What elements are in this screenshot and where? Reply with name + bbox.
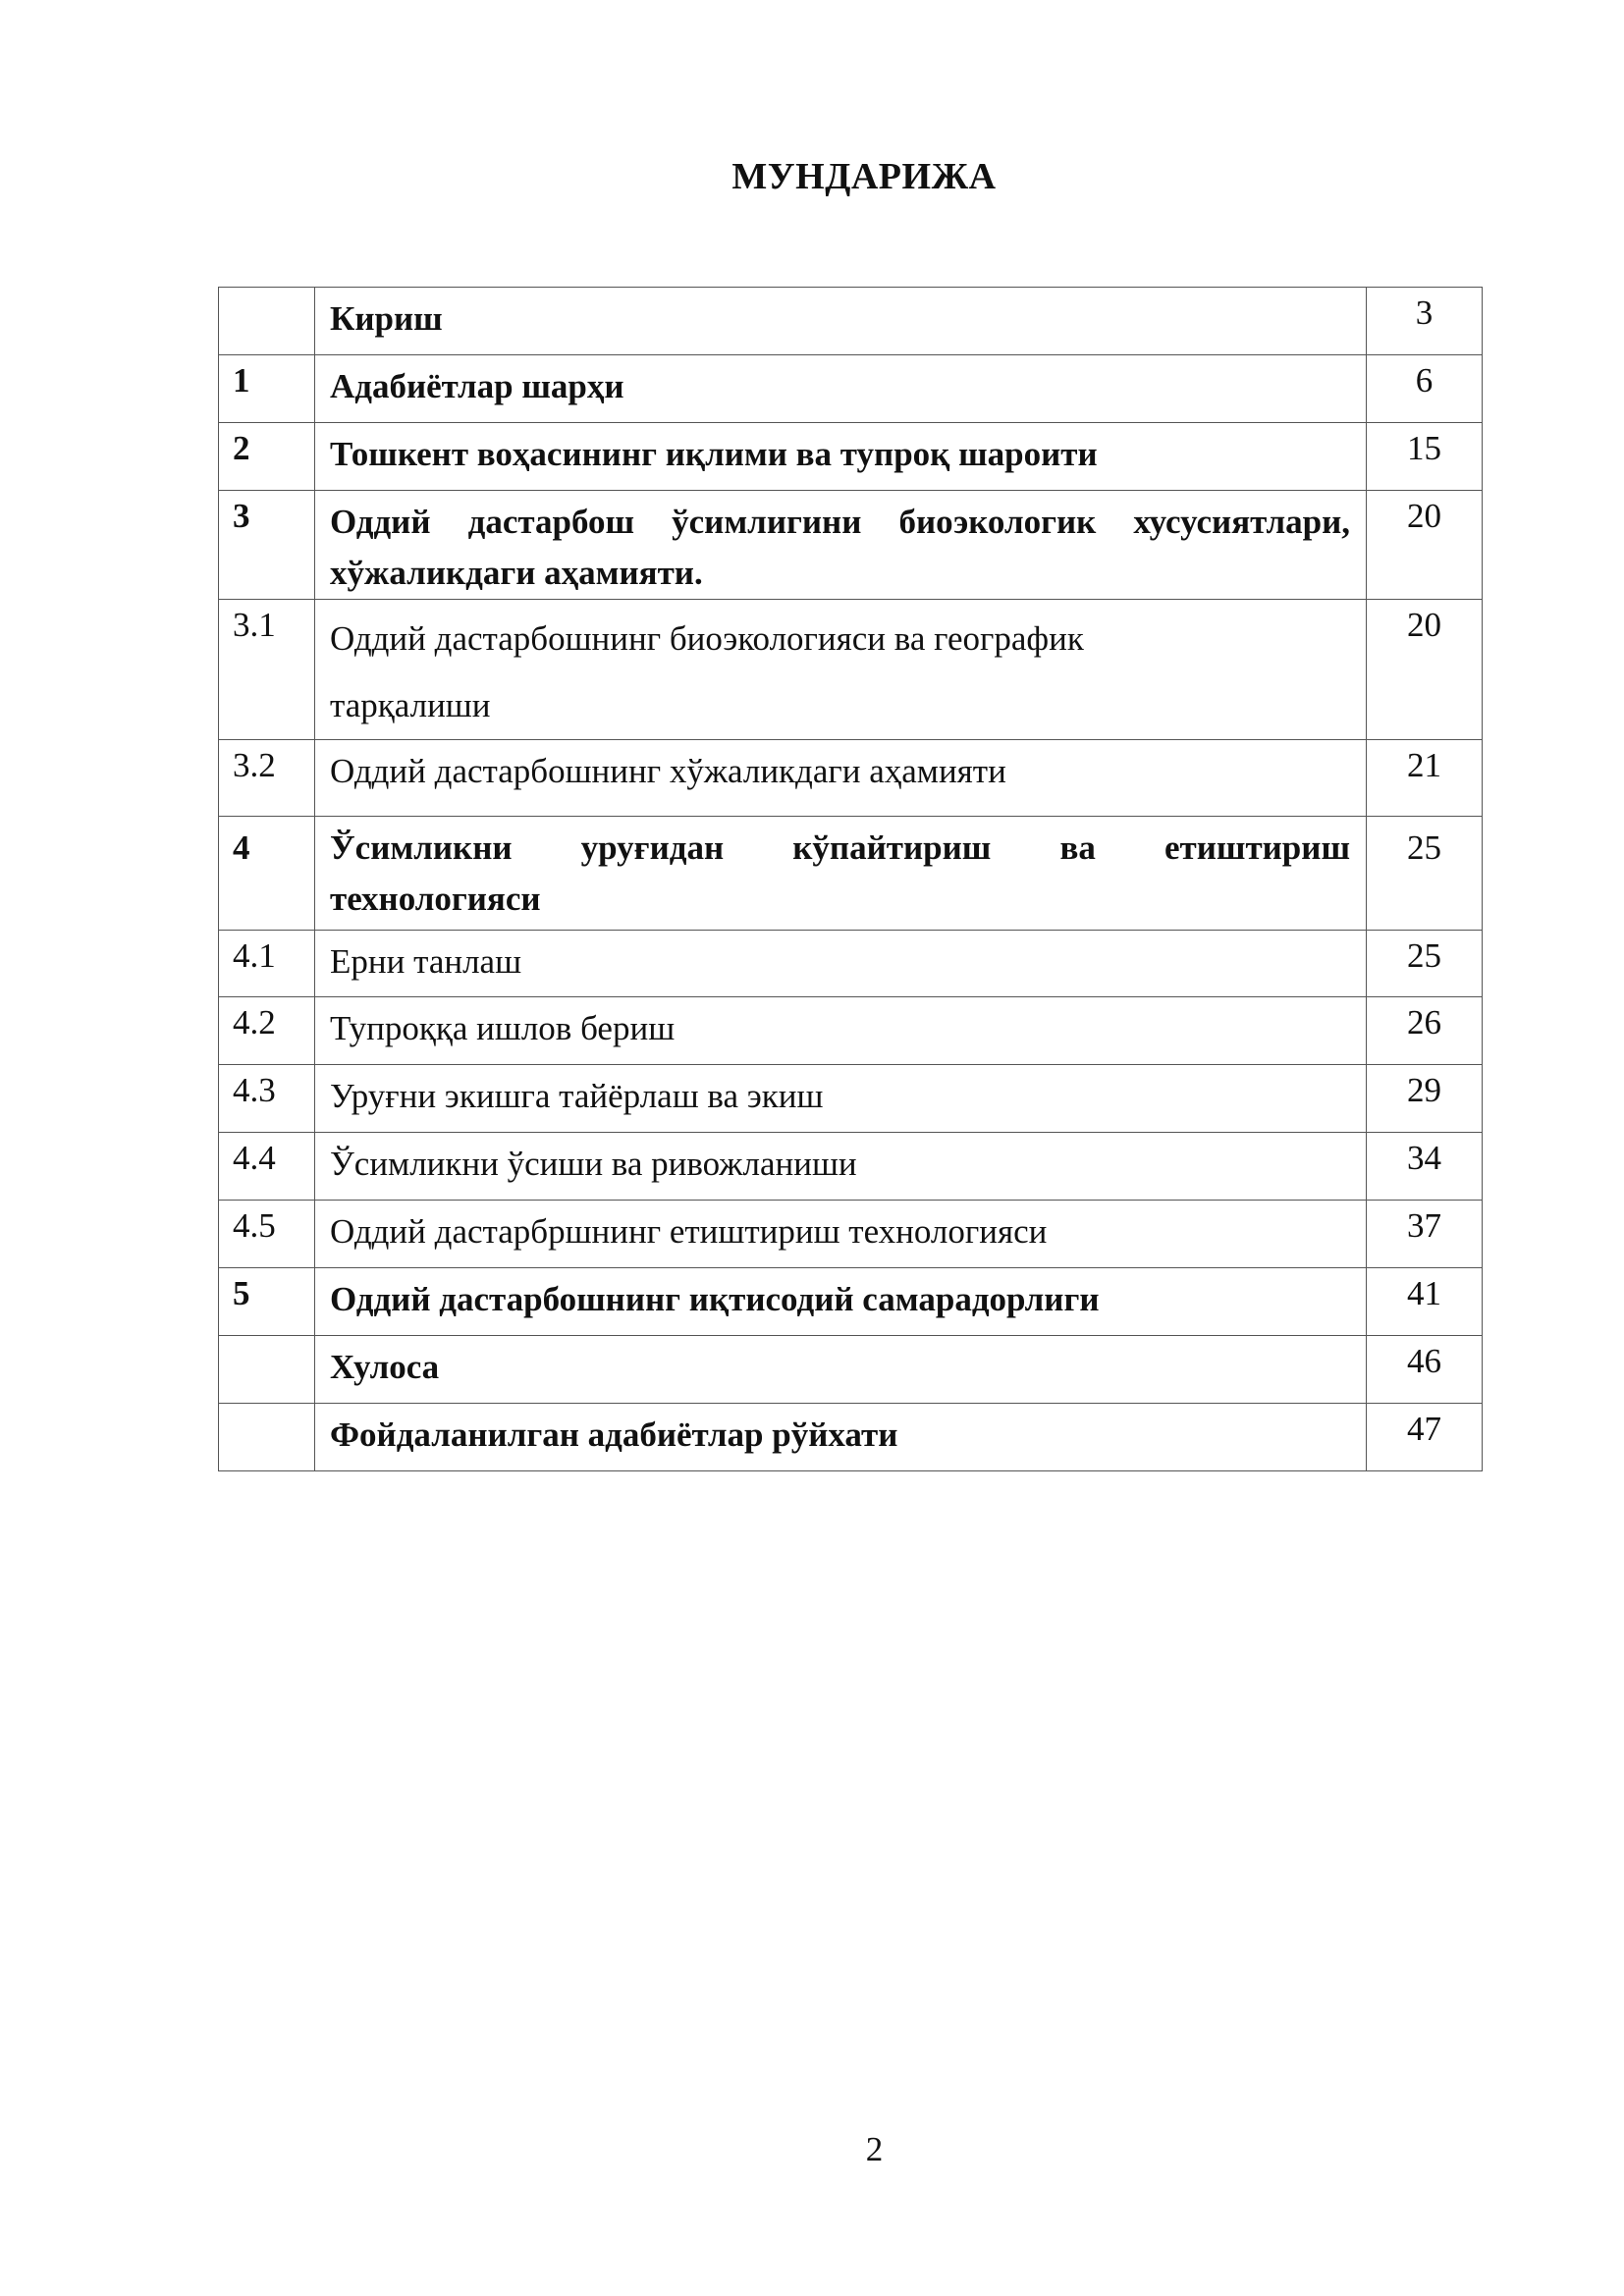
- toc-entry-title-line: Оддий дастарбош ўсимлигини биоэкологик хусусиятлари,: [330, 503, 1350, 541]
- table-row: [219, 423, 1483, 491]
- toc-entry-title-line: хўжаликдаги аҳамияти.: [330, 554, 703, 592]
- toc-entry-number: 3: [219, 491, 315, 600]
- page-title: МУНДАРИЖА: [731, 156, 997, 197]
- table-row: [219, 817, 1483, 931]
- toc-entry-page: 29: [1367, 1065, 1483, 1133]
- toc-entry-title-line: технологияси: [330, 880, 541, 918]
- toc-entry-number: 3.2: [219, 740, 315, 817]
- toc-entry-number: 2: [219, 423, 315, 491]
- toc-entry-title: [315, 817, 1367, 931]
- table-row: [219, 288, 1483, 355]
- toc-entry-title: Хулоса: [315, 1336, 1367, 1404]
- toc-entry-page: 15: [1367, 423, 1483, 491]
- table-row: [219, 931, 1483, 997]
- toc-entry-page: 20: [1367, 600, 1483, 740]
- toc-entry-page: 26: [1367, 997, 1483, 1065]
- toc-entry-number: 5: [219, 1268, 315, 1336]
- toc-entry-number: 4.2: [219, 997, 315, 1065]
- toc-entry-title: Адабиётлар шарҳи: [315, 355, 1367, 423]
- toc-entry-page: 47: [1367, 1404, 1483, 1471]
- table-row: [219, 600, 1483, 740]
- toc-entry-number: [219, 1336, 315, 1404]
- toc-entry-title: [315, 600, 1367, 740]
- toc-entry-title: Оддий дастарбошнинг иқтисодий самарадорлиги: [315, 1268, 1367, 1336]
- toc-entry-page: 46: [1367, 1336, 1483, 1404]
- toc-entry-page: 25: [1367, 931, 1483, 997]
- toc-entry-number: 4.5: [219, 1201, 315, 1268]
- toc-entry-title: [315, 491, 1367, 600]
- toc-entry-number: 4.4: [219, 1133, 315, 1201]
- toc-entry-number: 4: [219, 817, 315, 931]
- toc-entry-number: 4.3: [219, 1065, 315, 1133]
- toc-entry-title: Оддий дастарбошнинг хўжаликдаги аҳамияти: [315, 740, 1367, 817]
- toc-entry-title: Ерни танлаш: [315, 931, 1367, 997]
- table-of-contents: [218, 287, 1483, 1471]
- toc-entry-title-line: Ўсимликни уруғидан кўпайтириш ва етиштириш: [330, 828, 1350, 867]
- toc-entry-page: 41: [1367, 1268, 1483, 1336]
- page-number: 2: [865, 2130, 884, 2168]
- toc-entry-title: Уруғни экишга тайёрлаш ва экиш: [315, 1065, 1367, 1133]
- table-row: [219, 1268, 1483, 1336]
- toc-entry-page: 20: [1367, 491, 1483, 600]
- toc-entry-title: Оддий дастарбршнинг етиштириш технологияси: [315, 1201, 1367, 1268]
- toc-entry-number: 4.1: [219, 931, 315, 997]
- toc-entry-page: 21: [1367, 740, 1483, 817]
- table-row: [219, 355, 1483, 423]
- toc-entry-title: Тупроққа ишлов бериш: [315, 997, 1367, 1065]
- toc-entry-page: 37: [1367, 1201, 1483, 1268]
- table-row: [219, 1336, 1483, 1404]
- toc-entry-number: [219, 288, 315, 355]
- toc-entry-number: 3.1: [219, 600, 315, 740]
- toc-entry-title-line: тарқалиши: [330, 686, 491, 724]
- toc-entry-page: 25: [1367, 817, 1483, 931]
- toc-entry-number: [219, 1404, 315, 1471]
- table-row: [219, 740, 1483, 817]
- table-row: [219, 1201, 1483, 1268]
- toc-entry-number: 1: [219, 355, 315, 423]
- toc-entry-title: Тошкент воҳасининг иқлими ва тупроқ шароити: [315, 423, 1367, 491]
- toc-entry-page: 34: [1367, 1133, 1483, 1201]
- table-row: [219, 491, 1483, 600]
- toc-entry-title: Ўсимликни ўсиши ва ривожланиши: [315, 1133, 1367, 1201]
- table-row: [219, 997, 1483, 1065]
- table-row: [219, 1065, 1483, 1133]
- table-row: [219, 1133, 1483, 1201]
- table-row: [219, 1404, 1483, 1471]
- toc-entry-title-line: Оддий дастарбошнинг биоэкологияси ва географик: [330, 619, 1084, 658]
- toc-entry-title: Кириш: [315, 288, 1367, 355]
- toc-entry-title: Фойдаланилган адабиётлар рўйхати: [315, 1404, 1367, 1471]
- toc-entry-page: 6: [1367, 355, 1483, 423]
- toc-entry-page: 3: [1367, 288, 1483, 355]
